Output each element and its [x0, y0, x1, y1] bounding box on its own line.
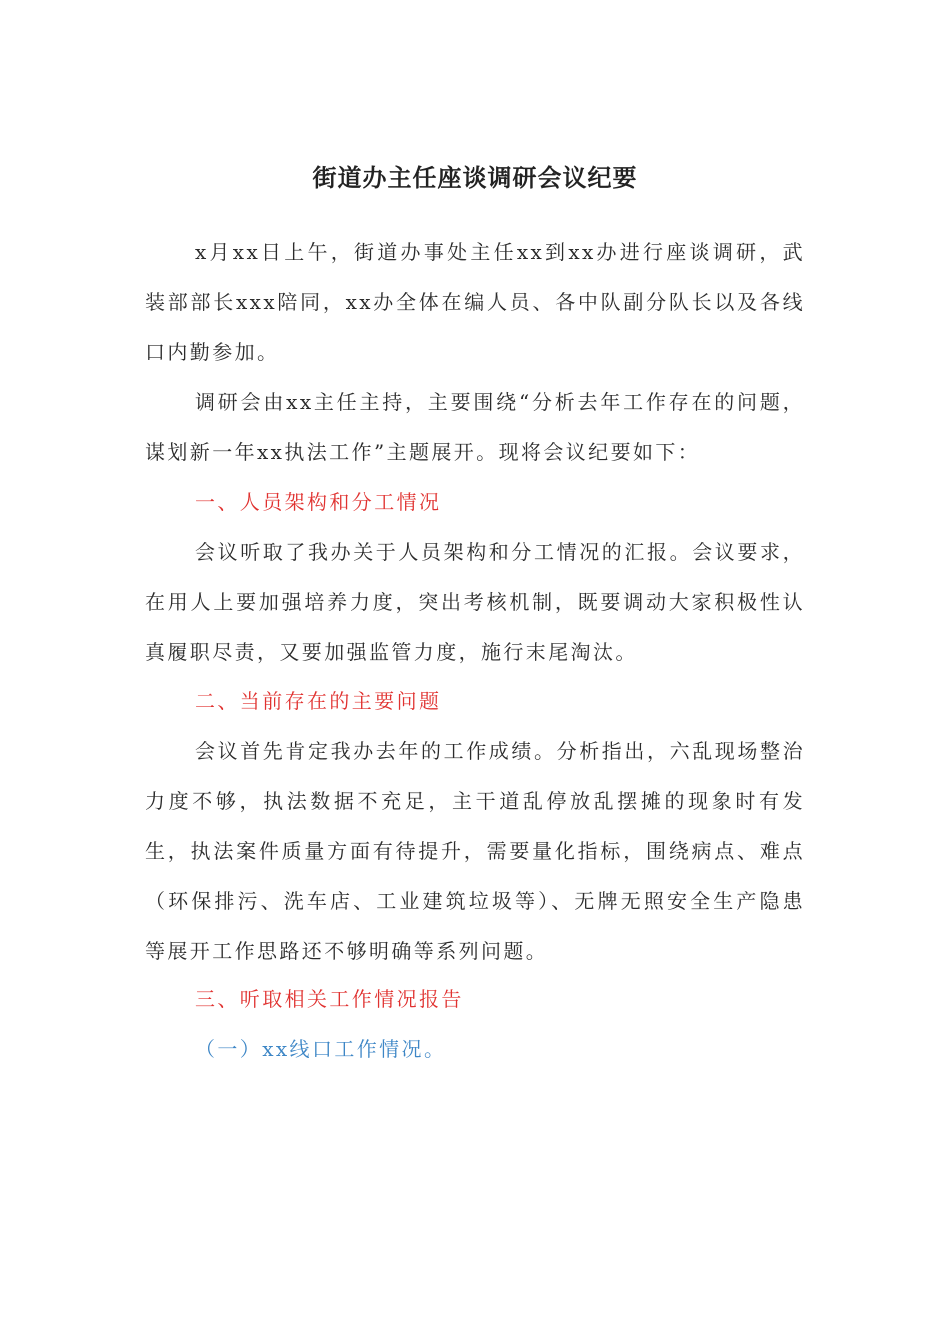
- section-text-staffing: 会议听取了我办关于人员架构和分工情况的汇报。会议要求，在用人上要加强培养力度，突出考核机制，既要调动大家积极性认真履职尽责，又要加强监管力度，施行末尾淘汰。: [145, 540, 805, 664]
- section-text-problems: 会议首先肯定我办去年的工作成绩。分析指出，六乱现场整治力度不够，执法数据不充足，主干道乱停放乱摆摊的现象时有发生，执法案件质量方面有待提升，需要量化指标，围绕病点、难点（环保排污、洗车店、工业建筑垃圾等）、无牌无照安全生产隐患等展开工作思路还不够明确等系列问题。: [145, 739, 805, 963]
- section-heading-problems: 二、当前存在的主要问题: [195, 689, 442, 713]
- subsection-heading-line-work: （一）xx线口工作情况。: [195, 1037, 447, 1061]
- section-heading-reports: 三、听取相关工作情况报告: [195, 987, 464, 1011]
- overview-paragraph: 调研会由xx主任主持，主要围绕“分析去年工作存在的问题，谋划新一年xx执法工作”主题展开。现将会议纪要如下：: [145, 390, 805, 464]
- intro-paragraph: x月xx日上午，街道办事处主任xx到xx办进行座谈调研，武装部部长xxx陪同，xx办全体在编人员、各中队副分队长以及各线口内勤参加。: [145, 240, 805, 364]
- document-title: 街道办主任座谈调研会议纪要: [312, 163, 638, 192]
- section-heading-staffing: 一、人员架构和分工情况: [195, 490, 442, 514]
